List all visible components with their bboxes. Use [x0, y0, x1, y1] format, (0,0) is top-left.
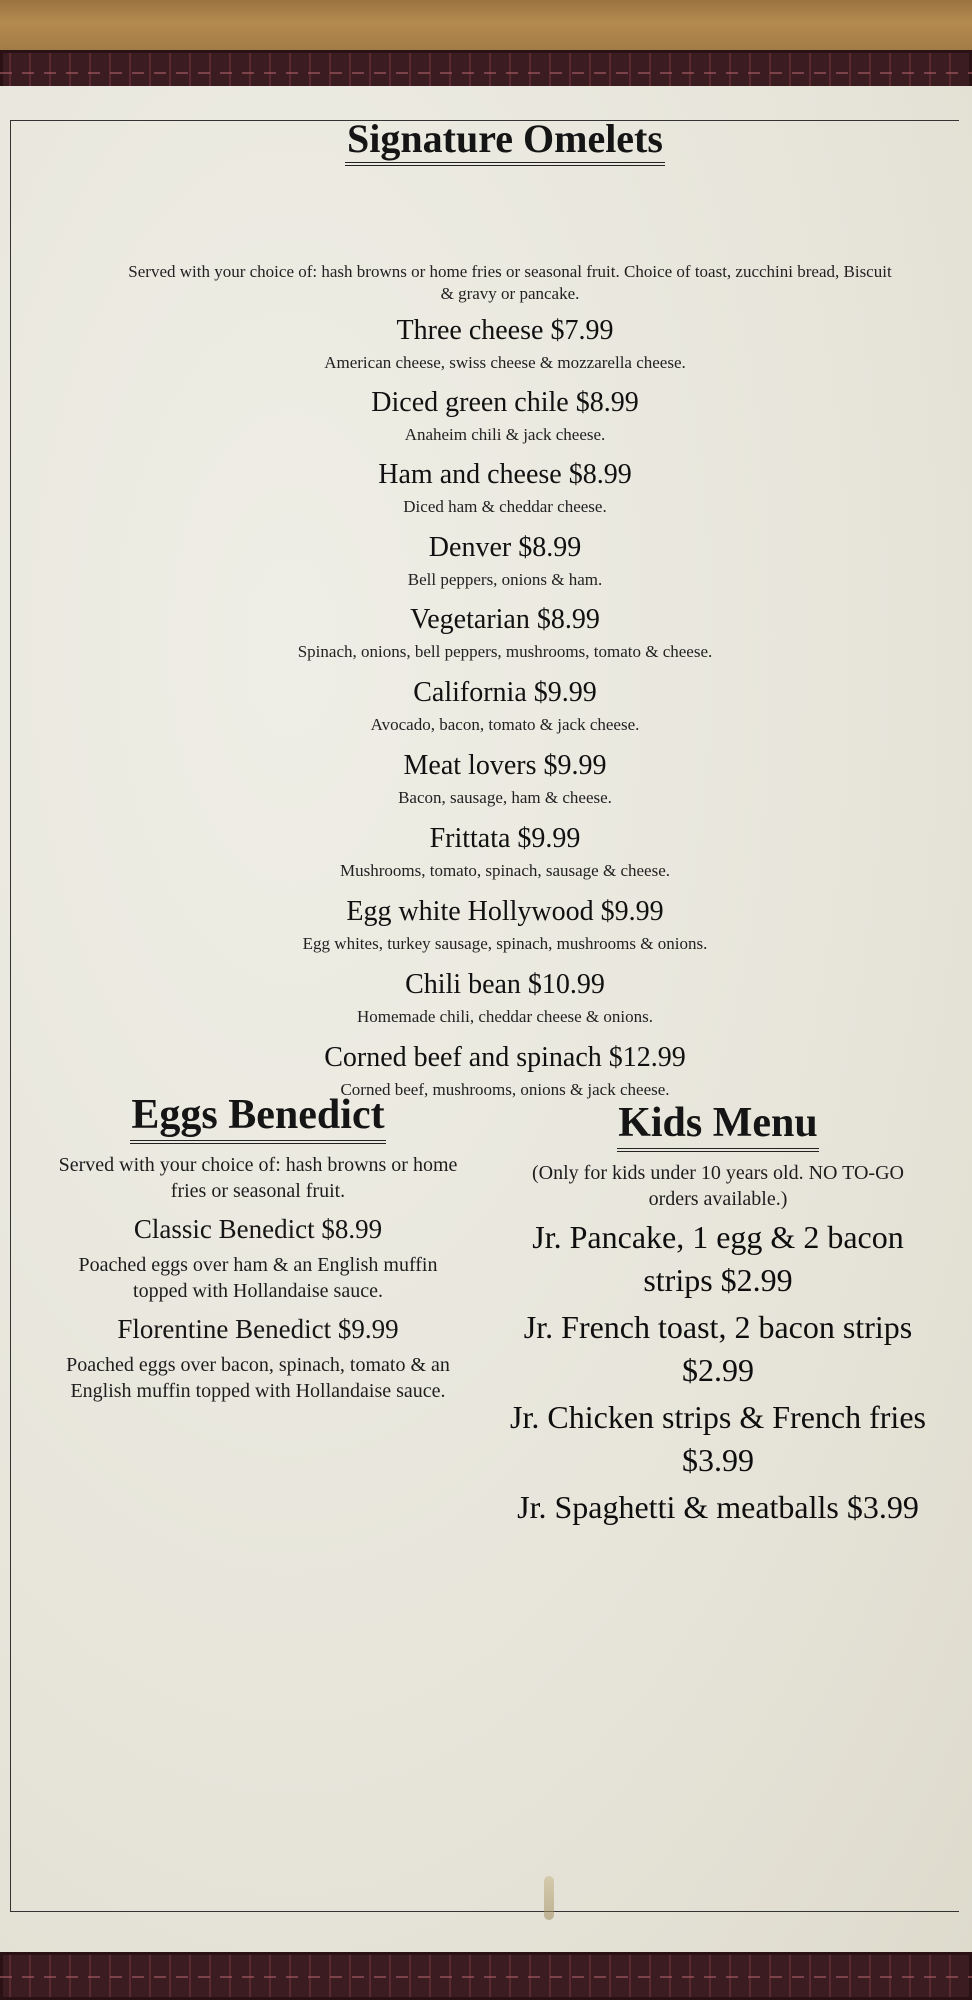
kids-item: Jr. Pancake, 1 egg & 2 bacon strips $2.99 [532, 1219, 904, 1298]
kids-item: Jr. French toast, 2 bacon strips $2.99 [523, 1309, 913, 1388]
section-title-benedict [58, 1092, 458, 1138]
omelet-name: Meat lovers $9.99 [403, 750, 607, 781]
omelet-name: Diced green chile $8.99 [371, 387, 639, 418]
omelet-name: Denver $8.99 [428, 532, 582, 563]
kids-intro: (Only for kids under 10 years old. NO TO-GO orders available.) [532, 1162, 904, 1210]
omelet-item [0, 458, 972, 518]
kids-section [508, 1100, 928, 1529]
section-title-kids [508, 1100, 928, 1146]
omelet-item [0, 822, 972, 882]
benedict-intro: Served with your choice of: hash browns or home fries or seasonal fruit. [58, 1154, 458, 1202]
omelet-item [0, 676, 972, 736]
kids-item: Jr. Spaghetti & meatballs $3.99 [517, 1489, 919, 1525]
omelet-desc: American cheese, swiss cheese & mozzarella cheese. [324, 353, 686, 372]
omelet-item [0, 749, 972, 809]
omelet-item [0, 968, 972, 1028]
omelet-desc: Corned beef, mushrooms, onions & jack cheese. [340, 1080, 670, 1099]
omelet-item [0, 386, 972, 446]
omelet-item [0, 314, 972, 374]
omelet-item [0, 895, 972, 955]
omelet-name: Egg white Hollywood $9.99 [346, 896, 664, 927]
omelet-desc: Mushrooms, tomato, spinach, sausage & cheese. [339, 861, 670, 880]
omelet-name: Chili bean $10.99 [405, 969, 605, 1000]
omelet-name: Frittata $9.99 [429, 823, 581, 854]
section-title-omelets [0, 116, 972, 162]
menu-border-bottom [0, 1952, 972, 2000]
benedict-item-name: Classic Benedict $8.99 [133, 1214, 383, 1244]
omelet-name: Vegetarian $8.99 [410, 604, 600, 635]
omelets-intro: Served with your choice of: hash browns or home fries or seasonal fruit. Choice of toast, zucchini bread, Biscuit & gravy or pancake. [128, 262, 892, 303]
omelet-name: Ham and cheese $8.99 [378, 459, 632, 490]
omelet-name: Three cheese $7.99 [396, 315, 614, 346]
wooden-table [0, 0, 972, 52]
omelet-name: California $9.99 [413, 677, 597, 708]
omelet-desc: Bacon, sausage, ham & cheese. [398, 788, 612, 807]
benedict-title-text: Eggs Benedict [130, 1092, 385, 1144]
omelet-name: Corned beef and spinach $12.99 [324, 1042, 686, 1073]
omelet-desc: Avocado, bacon, tomato & jack cheese. [370, 715, 640, 734]
kids-item: Jr. Chicken strips & French fries $3.99 [510, 1399, 926, 1478]
omelets-title-text: Signature Omelets [345, 116, 665, 166]
benedict-section [58, 1092, 458, 1404]
omelet-desc: Anaheim chili & jack cheese. [404, 425, 606, 444]
kids-title-text: Kids Menu [617, 1100, 819, 1152]
omelet-desc: Spinach, onions, bell peppers, mushrooms, tomato & cheese. [297, 642, 713, 661]
benedict-item-name: Florentine Benedict $9.99 [117, 1314, 399, 1344]
omelet-desc: Egg whites, turkey sausage, spinach, mushrooms & onions. [302, 934, 708, 953]
omelet-item [0, 531, 972, 591]
benedict-item-desc: Poached eggs over ham & an English muffin topped with Hollandaise sauce. [78, 1254, 438, 1302]
omelet-item [0, 603, 972, 663]
omelet-desc: Homemade chili, cheddar cheese & onions. [357, 1007, 653, 1026]
omelet-desc: Bell peppers, onions & ham. [407, 570, 603, 589]
omelet-desc: Diced ham & cheddar cheese. [403, 497, 607, 516]
benedict-item-desc: Poached eggs over bacon, spinach, tomato & an English muffin topped with Hollandaise sauce. [66, 1354, 450, 1402]
paper-scuff [544, 1876, 554, 1920]
